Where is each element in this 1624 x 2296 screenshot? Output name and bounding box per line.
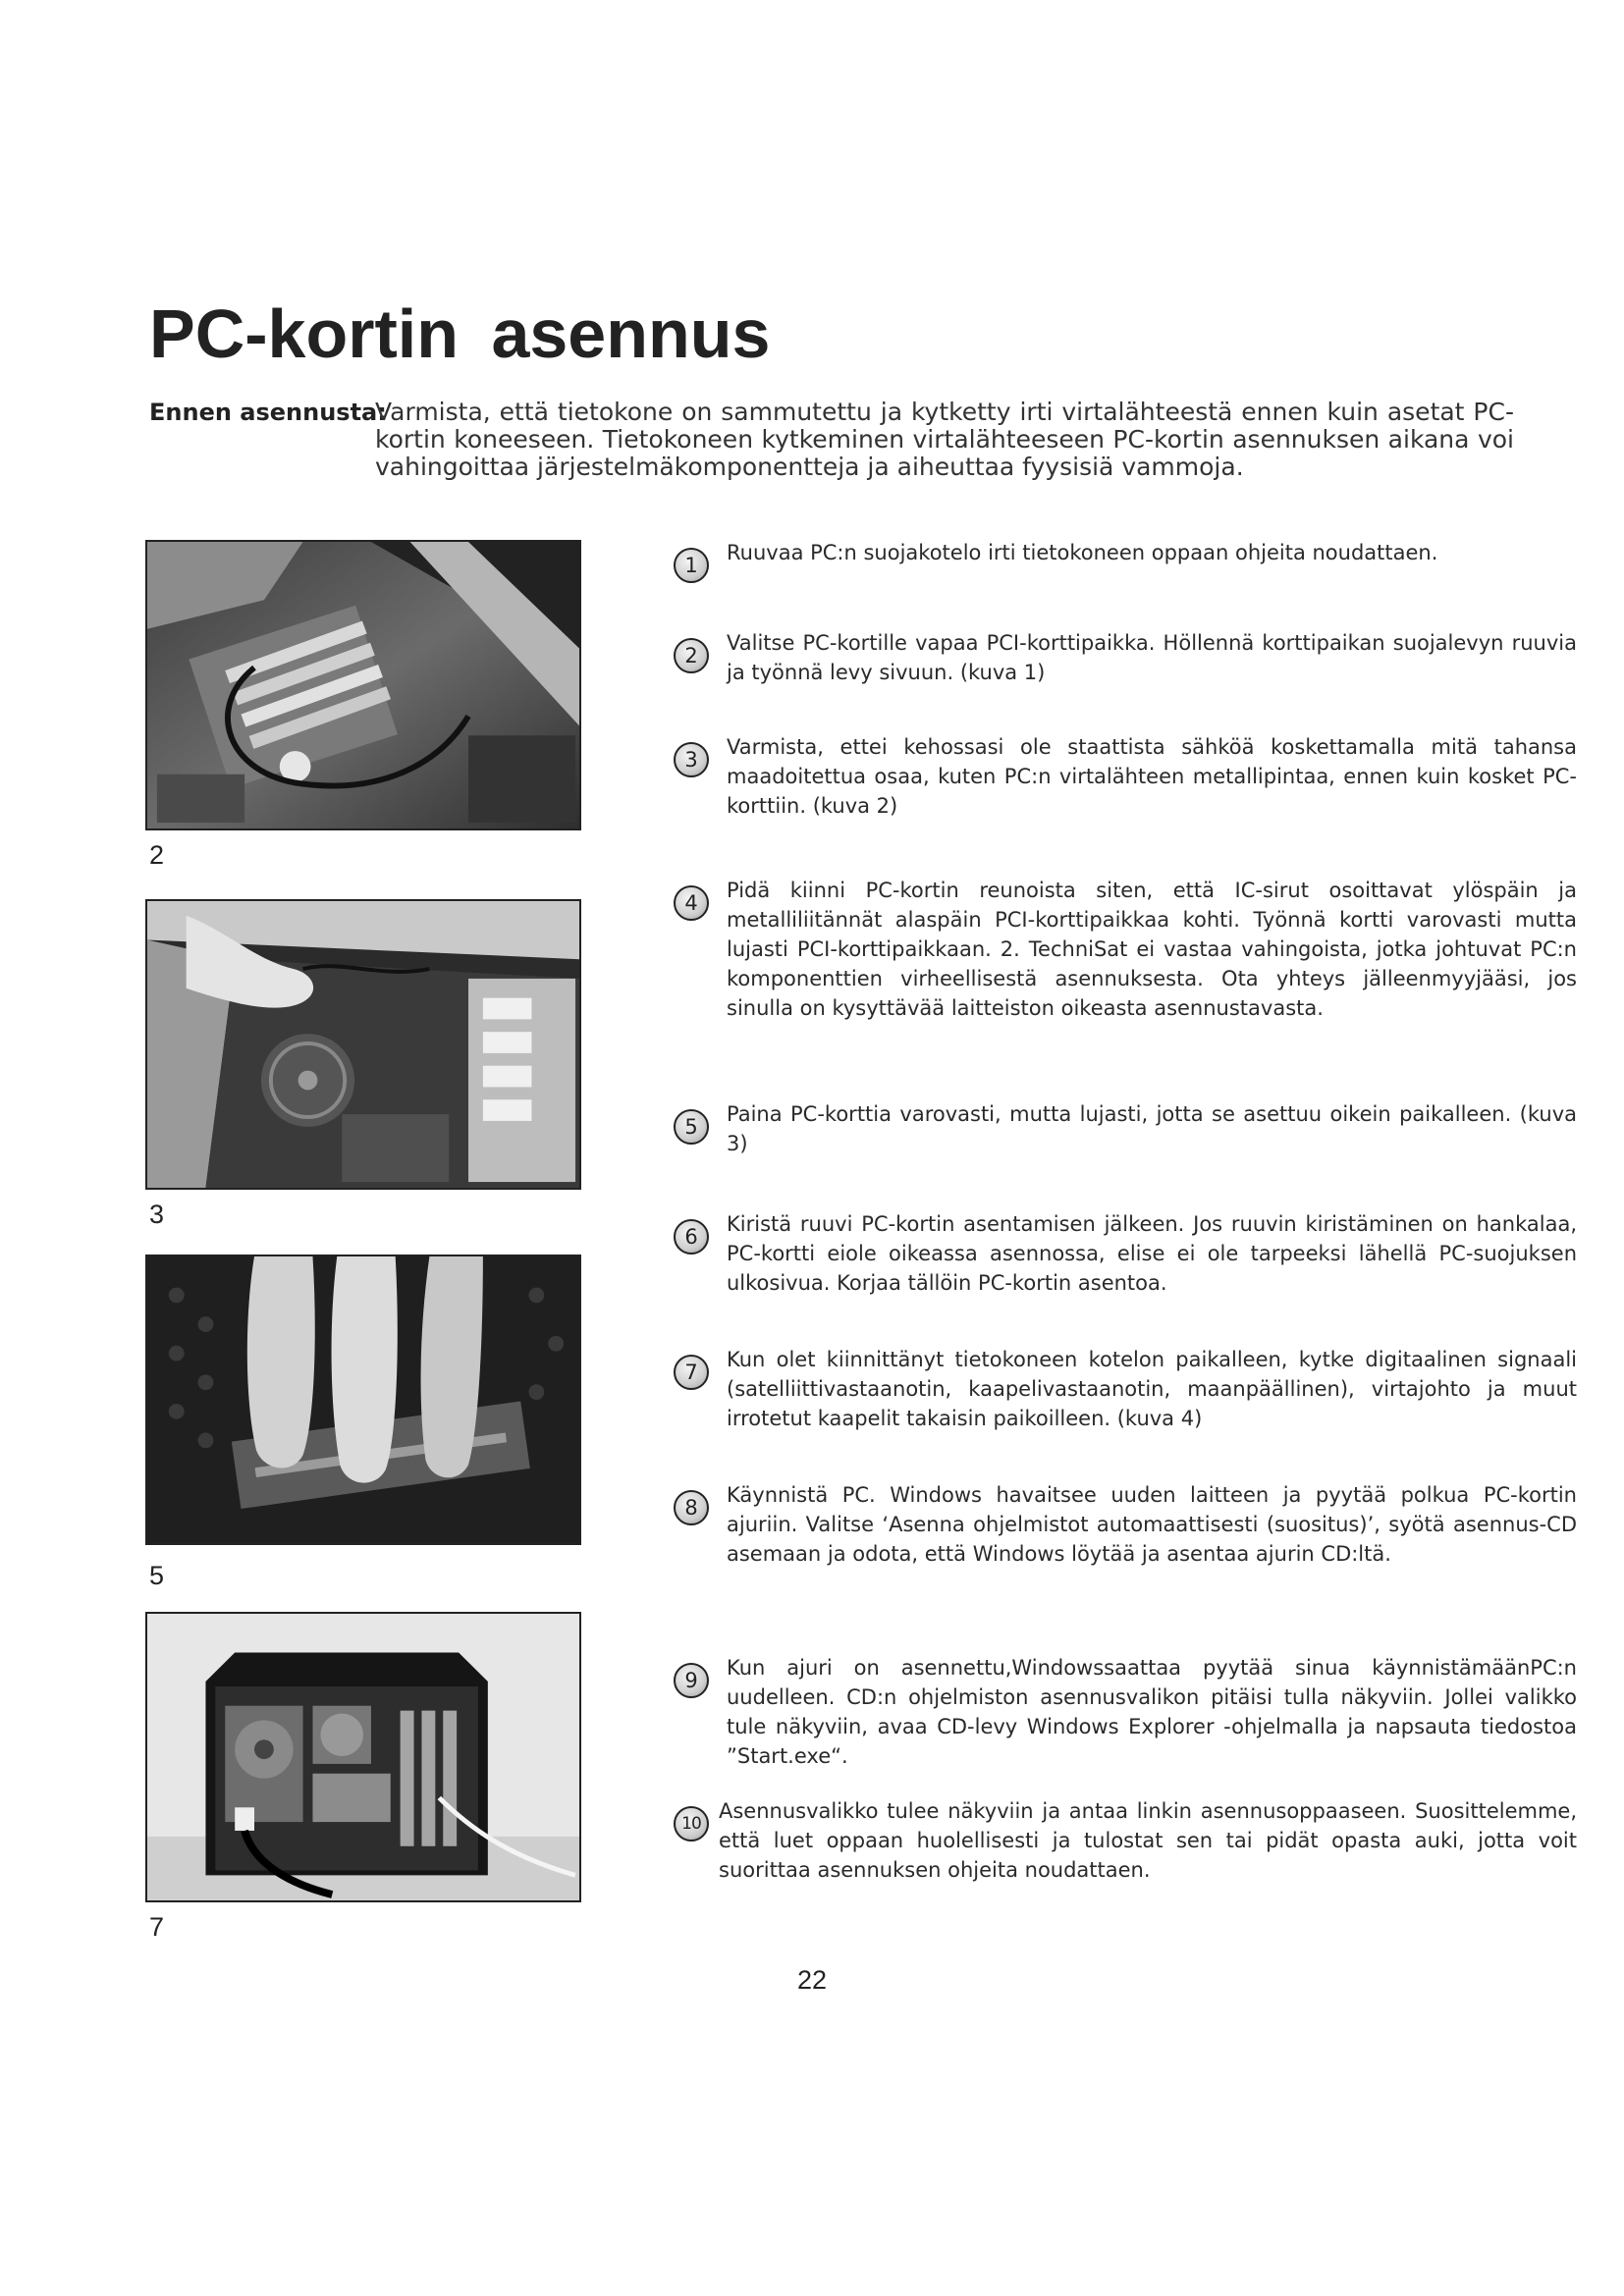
photo-label: 5	[149, 1561, 165, 1590]
photo-label: 2	[149, 840, 165, 870]
open-case-photo	[145, 899, 581, 1190]
step-number-badge: 1	[674, 548, 709, 583]
photo-label: 7	[149, 1912, 165, 1942]
photo-label: 3	[149, 1200, 165, 1229]
page-title: PC-kortin asennus	[149, 295, 771, 372]
step-text: Paina PC-korttia varovasti, mutta lujasti, jotta se asettuu oikein paikalleen. (kuva 3)	[727, 1102, 1577, 1155]
step-text: Varmista, ettei kehossasi ole staattista sähköä koskettamalla mitä tahansa maadoitettua osaa, kuten PC:n virtalähteen metallipintaa, ennen kuin kosket PC-korttiin. (kuva 2)	[727, 735, 1577, 818]
step-text: Valitse PC-kortille vapaa PCI-korttipaikka. Höllennä korttipaikan suojalevyn ruuvia ja työnnä levy sivuun. (kuva 1)	[727, 631, 1577, 684]
step-number-badge: 6	[674, 1219, 709, 1255]
step-text: Kun olet kiinnittänyt tietokoneen kotelon paikalleen, kytke digitaalinen signaali (satelliittivastaanotin, kaapelivastaanotin, maanpäällinen), virtajohto ja muut irrotetut kaapelit takaisin paikoilleen. (kuva 4)	[727, 1348, 1577, 1430]
step-number-badge: 2	[674, 638, 709, 673]
step-number-badge: 10	[674, 1806, 709, 1842]
step-text: Käynnistä PC. Windows havaitsee uuden laitteen ja pyytää polkua PC-kortin ajuriin. Valitse ‘Asenna ohjelmistot automaattisesti (suositus)’, syötä asennus-CD asemaan ja odota, että Windows löytää ja asentaa ajurin CD:ltä.	[727, 1483, 1577, 1566]
step-number-badge: 5	[674, 1109, 709, 1145]
step-number-badge: 9	[674, 1663, 709, 1698]
step-text: Kun ajuri on asennettu,Windowssaattaa pyytää sinua käynnistämäänPC:n uudelleen. CD:n ohjelmiston asennusvalikon pitäisi tulla näkyviin. Jollei valikko tule näkyviin, avaa CD-levy Windows Explorer -ohjelmalla ja napsauta tiedostoa ”Start.exe“.	[727, 1656, 1577, 1768]
page-number: 22	[796, 1965, 828, 1995]
pc-back-photo	[145, 1612, 581, 1902]
step-number-badge: 4	[674, 885, 709, 921]
step-number-badge: 7	[674, 1355, 709, 1390]
motherboard-photo	[145, 540, 581, 830]
card-insertion-photo	[145, 1255, 581, 1545]
step-number-badge: 8	[674, 1490, 709, 1525]
intro-text: Varmista, että tietokone on sammutettu ja kytketty irti virtalähteestä ennen kuin asetat PC-kortin koneeseen. Tietokoneen kytkeminen virtalähteeseen PC-kortin asennuksen aikana voi vahingoittaa järjestelmäkomponentteja ja aiheuttaa fyysisiä vammoja.	[375, 398, 1514, 481]
step-text: Pidä kiinni PC-kortin reunoista siten, että IC-sirut osoittavat ylöspäin ja metalliliitännät alaspäin PCI-korttipaikkaa kohti. Työnnä kortti varovasti mutta lujasti PCI-korttipaikkaan. 2. TechniSat ei vastaa vahingoista, jotka johtuvat PC:n komponenttien virheellisestä asennuksesta. Ota yhteys jälleenmyyjääsi, jos sinulla on kysyttävää laitteiston oikeasta asennustavasta.	[727, 879, 1577, 1020]
step-number-badge: 3	[674, 742, 709, 777]
intro-label: Ennen asennusta:	[149, 399, 387, 426]
step-text: Kiristä ruuvi PC-kortin asentamisen jälkeen. Jos ruuvin kiristäminen on hankalaa, PC-kortti eiole oikeassa asennossa, elise ei ole tarpeeksi lähellä PC-suojuksen ulkosivua. Korjaa tällöin PC-kortin asentoa.	[727, 1212, 1577, 1295]
step-text: Ruuvaa PC:n suojakotelo irti tietokoneen oppaan ohjeita noudattaen.	[727, 541, 1438, 564]
step-text: Asennusvalikko tulee näkyviin ja antaa linkin asennusoppaaseen. Suosittelemme, että luet oppaan huolellisesti ja tulostat sen tai pidät opasta auki, jotta voit suorittaa asennuksen ohjeita noudattaen.	[719, 1799, 1577, 1882]
